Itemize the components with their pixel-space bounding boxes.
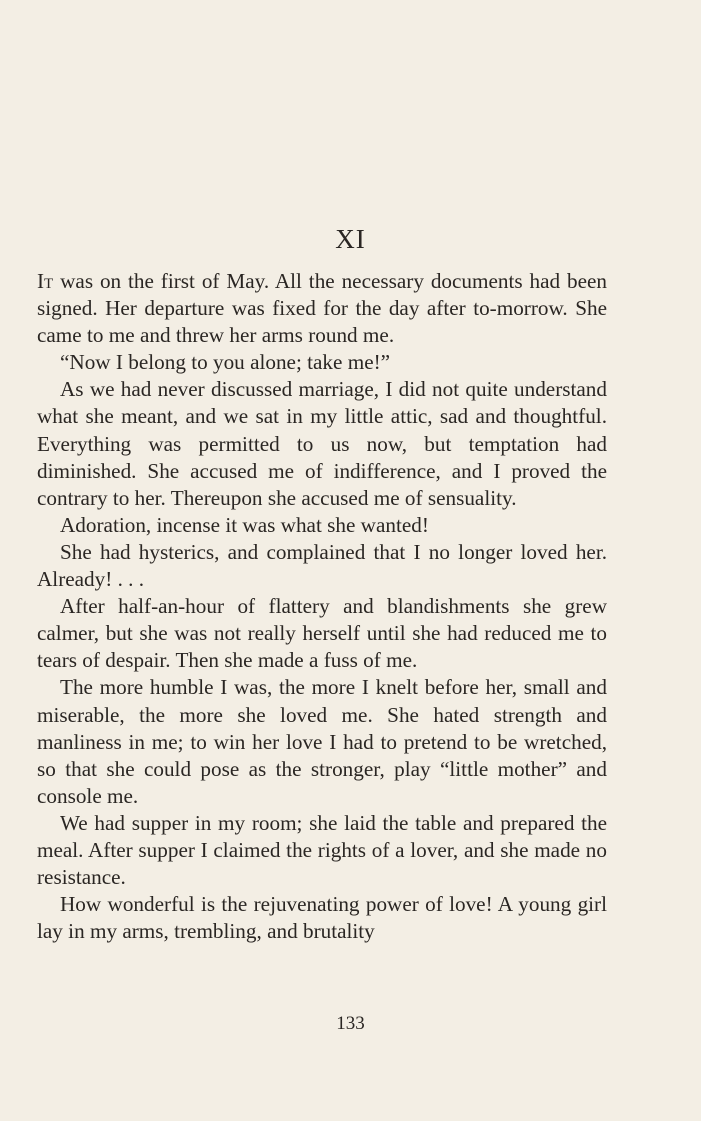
chapter-heading: XI bbox=[335, 224, 366, 254]
small-caps-lead: It bbox=[37, 269, 54, 293]
body-text bbox=[37, 268, 607, 945]
paragraph: The more humble I was, the more I knelt before her, small and miserable, the more she loved me. She hated strength and manliness in me; to win her love I had to pretend to be wretched, so that she could pose as the stronger, play “little mother” and console me. bbox=[37, 675, 607, 808]
page-number: 133 bbox=[336, 1013, 365, 1034]
paragraph bbox=[37, 268, 607, 349]
paragraph: She had hysterics, and complained that I no longer loved her. Already! . . . bbox=[37, 539, 607, 592]
paragraph: After half-an-hour of flattery and blandishments she grew calmer, but she was not really herself until she had reduced me to tears of despair. Then she made a fuss of me. bbox=[37, 594, 607, 673]
paragraph: We had supper in my room; she laid the table and prepared the meal. After supper I claimed the rights of a lover, and she made no resistance. bbox=[37, 810, 607, 890]
paragraph: “Now I belong to you alone; take me!” bbox=[60, 350, 391, 375]
paragraph: Adoration, incense it was what she wanted! bbox=[60, 512, 429, 537]
paragraph: How wonderful is the rejuvenating power of love! A young girl lay in my arms, trembling, and brutality bbox=[37, 892, 607, 944]
paragraph-text: was on the first of May. All the necessary documents had been signed. Her departure was fixed for the day after to-morrow. She came to me and threw her arms round me. bbox=[37, 269, 607, 348]
paragraph: As we had never discussed marriage, I did not quite understand what she meant, and we sat in my little attic, sad and thoughtful. Everything was permitted to us now, but temptation had diminished. She accused me of indifference, and I proved the contrary to her. Thereupon she accused me of sensuality. bbox=[37, 377, 607, 510]
